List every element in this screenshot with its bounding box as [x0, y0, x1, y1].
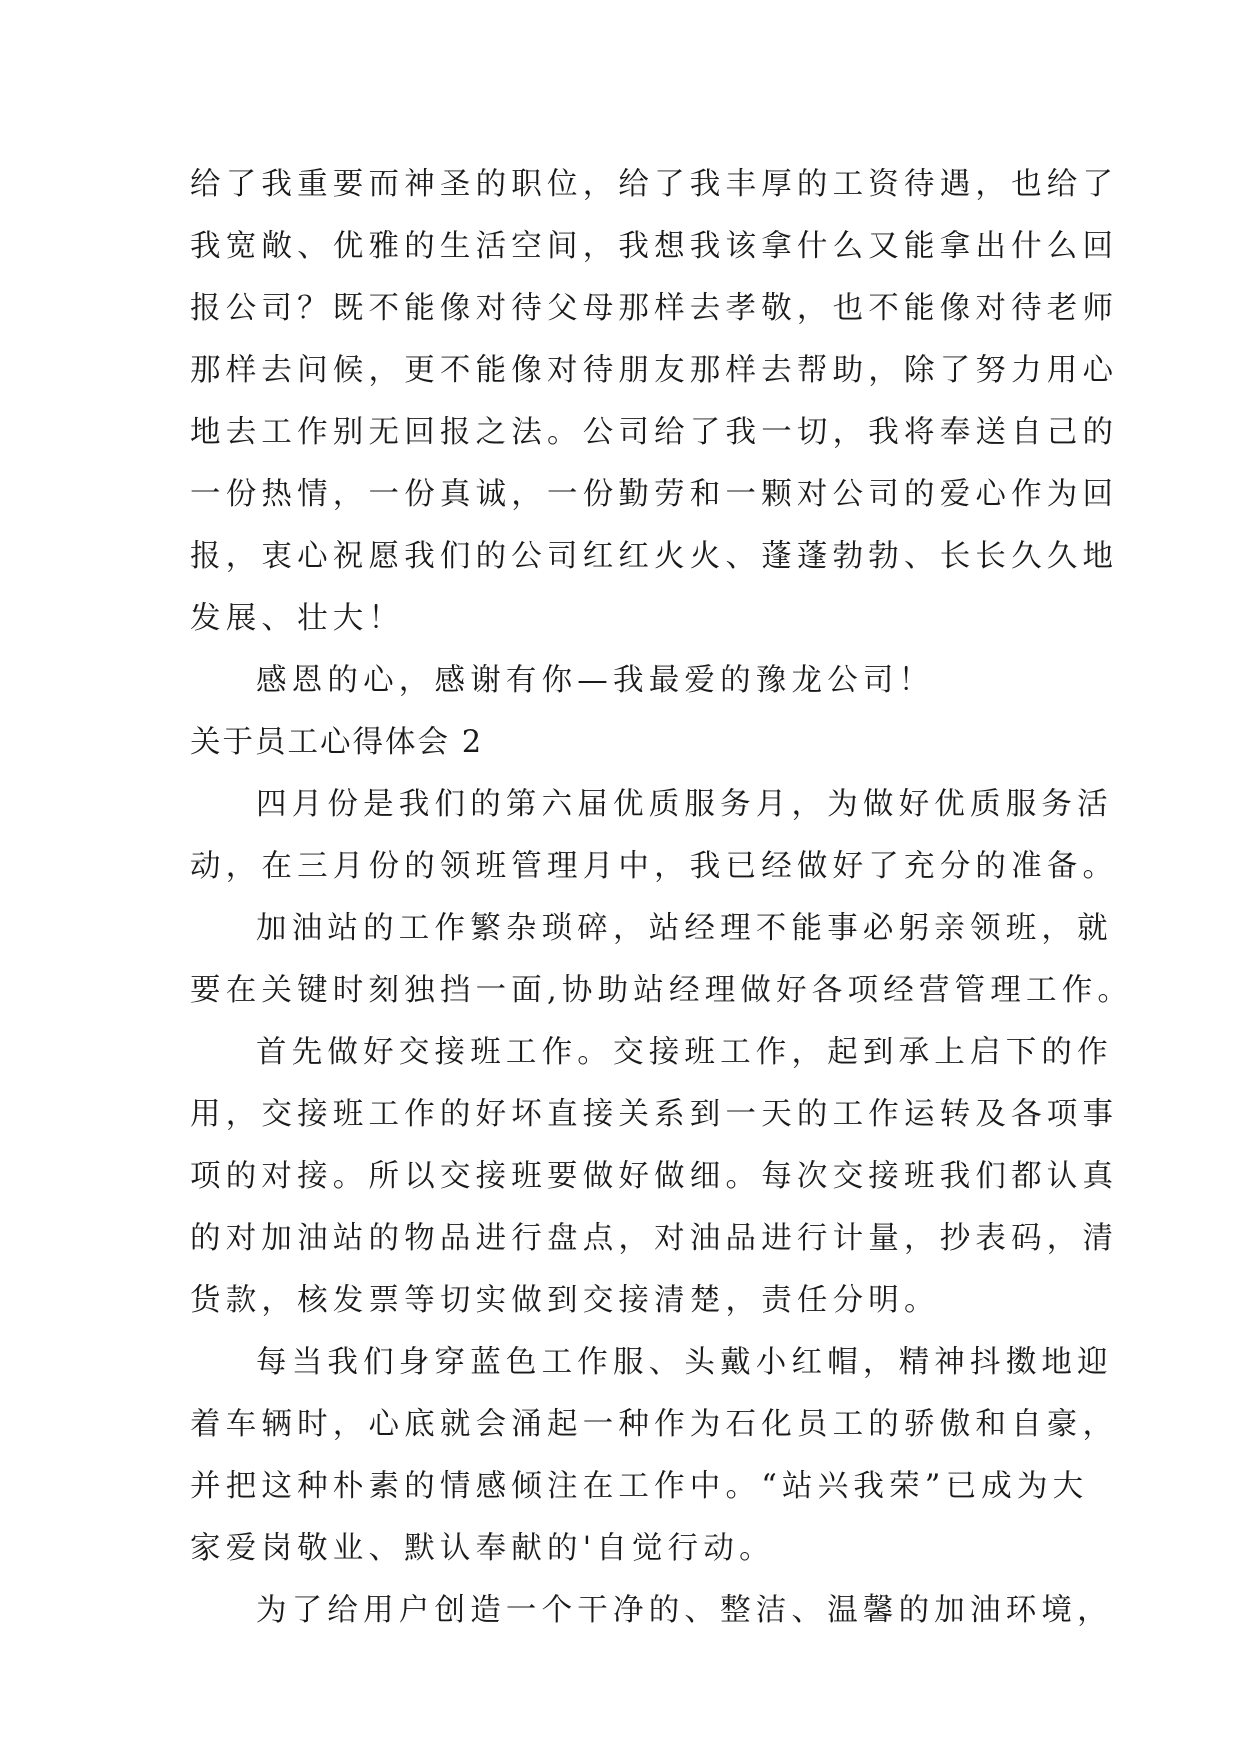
body-line: 并把这种朴素的情感倾注在工作中。“站兴我荣”已成为大	[190, 1469, 1089, 1504]
body-line: 货款，核发票等切实做到交接清楚，责任分明。	[190, 1283, 940, 1318]
body-line: 加油站的工作繁杂琐碎，站经理不能事必躬亲领班，就	[256, 911, 1113, 946]
body-line: 每当我们身穿蓝色工作服、头戴小红帽，精神抖擞地迎	[256, 1345, 1113, 1380]
body-line: 家爱岗敬业、默认奉献的'自觉行动。	[190, 1531, 775, 1566]
body-line: 的对加油站的物品进行盘点，对油品进行计量，抄表码，清	[190, 1221, 1119, 1256]
section-heading: 关于员工心得体会 2	[190, 725, 484, 760]
body-line: 要在关键时刻独挡一面,协助站经理做好各项经营管理工作。	[190, 973, 1134, 1008]
body-line: 用，交接班工作的好坏直接关系到一天的工作运转及各项事	[190, 1097, 1119, 1132]
body-line: 为了给用户创造一个干净的、整洁、温馨的加油环境，	[256, 1593, 1113, 1628]
body-line: 感恩的心，感谢有你—我最爱的豫龙公司！	[256, 663, 935, 698]
body-line: 首先做好交接班工作。交接班工作，起到承上启下的作	[256, 1035, 1113, 1070]
body-line: 地去工作别无回报之法。公司给了我一切，我将奉送自己的	[190, 415, 1119, 450]
body-line: 四月份是我们的第六届优质服务月，为做好优质服务活	[256, 787, 1113, 822]
body-line: 报公司？既不能像对待父母那样去孝敬，也不能像对待老师	[190, 291, 1119, 326]
body-line: 报，衷心祝愿我们的公司红红火火、蓬蓬勃勃、长长久久地	[190, 539, 1119, 574]
body-line: 给了我重要而神圣的职位，给了我丰厚的工资待遇，也给了	[190, 167, 1119, 202]
body-line: 那样去问候，更不能像对待朋友那样去帮助，除了努力用心	[190, 353, 1119, 388]
body-line: 一份热情，一份真诚，一份勤劳和一颗对公司的爱心作为回	[190, 477, 1119, 512]
body-line: 着车辆时，心底就会涌起一种作为石化员工的骄傲和自豪，	[190, 1407, 1119, 1442]
document-body	[190, 154, 1134, 1642]
body-line: 项的对接。所以交接班要做好做细。每次交接班我们都认真	[190, 1159, 1119, 1194]
body-line: 我宽敞、优雅的生活空间，我想我该拿什么又能拿出什么回	[190, 229, 1119, 264]
body-line: 发展、壮大！	[190, 601, 405, 636]
body-line: 动，在三月份的领班管理月中，我已经做好了充分的准备。	[190, 849, 1119, 884]
